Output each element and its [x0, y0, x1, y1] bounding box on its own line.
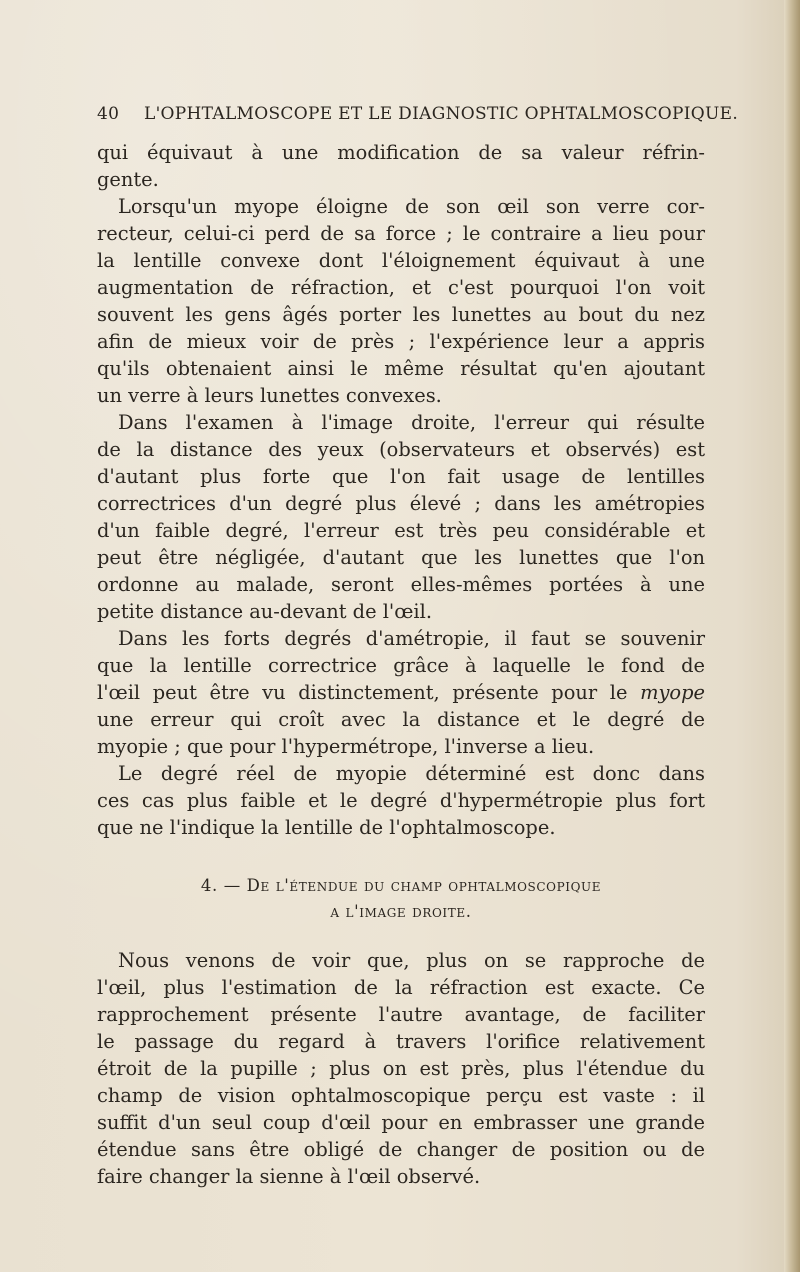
- page-header: [97, 104, 739, 132]
- text-line: le passage du regard à travers l'orifice relativement: [97, 1030, 705, 1053]
- text-line: augmentation de réfraction, et c'est pourquoi l'on voit: [97, 276, 705, 299]
- text-line: suffit d'un seul coup d'œil pour en embrasser une grande: [97, 1111, 705, 1134]
- section-dash: —: [223, 876, 241, 895]
- body-text: [97, 139, 705, 841]
- text-line: gente.: [97, 168, 159, 191]
- text-line: d'autant plus forte que l'on fait usage de lentilles: [97, 465, 705, 488]
- text-line: Dans l'examen à l'image droite, l'erreur qui résulte: [118, 411, 705, 434]
- text-line: faire changer la sienne à l'œil observé.: [97, 1165, 481, 1188]
- text-line: recteur, celui-ci perd de sa force ; le contraire a lieu pour: [97, 222, 705, 245]
- section-heading: [97, 876, 705, 895]
- text-line: champ de vision ophtalmoscopique perçu est vaste : il: [97, 1084, 705, 1107]
- text-line: l'œil, plus l'estimation de la réfraction est exacte. Ce: [97, 976, 705, 999]
- text-line: petite distance au-devant de l'œil.: [97, 600, 432, 623]
- text-line: peut être négligée, d'autant que les lunettes que l'on: [97, 546, 705, 569]
- text-line: ces cas plus faible et le degré d'hypermétropie plus fort: [97, 789, 705, 812]
- text-line: d'un faible degré, l'erreur est très peu considérable et: [97, 519, 705, 542]
- text-line: ordonne au malade, seront elles-mêmes portées à une: [97, 573, 705, 596]
- text-line: que la lentille correctrice grâce à laquelle le fond de: [97, 654, 705, 677]
- text-line: la lentille convexe dont l'éloignement équivaut à une: [97, 249, 705, 272]
- text-line: myopie ; que pour l'hypermétrope, l'inverse a lieu.: [97, 735, 595, 758]
- text-line: étroit de la pupille ; plus on est près, plus l'étendue du: [97, 1057, 705, 1080]
- text-line: Le degré réel de myopie déterminé est donc dans: [118, 762, 705, 785]
- italic-word: myope: [640, 681, 705, 704]
- text-line: que ne l'indique la lentille de l'ophtalmoscope.: [97, 816, 556, 839]
- section-body-text: [97, 947, 705, 1190]
- text-line: un verre à leurs lunettes convexes.: [97, 384, 442, 407]
- text-line: rapprochement présente l'autre avantage, de faciliter: [97, 1003, 705, 1026]
- running-title: L'OPHTALMOSCOPE ET LE DIAGNOSTIC OPHTALMOSCOPIQUE.: [144, 104, 739, 124]
- page-edge-shadow: [784, 0, 800, 1272]
- text-line: Dans les forts degrés d'amétropie, il faut se souvenir: [118, 627, 705, 650]
- text-line: qu'ils obtenaient ainsi le même résultat qu'en ajoutant: [97, 357, 705, 380]
- text-line: étendue sans être obligé de changer de position ou de: [97, 1138, 705, 1161]
- text-line: une erreur qui croît avec la distance et le degré de: [97, 708, 705, 731]
- section-title-line2: a l'image droite.: [330, 902, 472, 921]
- text-line: afin de mieux voir de près ; l'expérience leur a appris: [97, 330, 705, 353]
- text-line-with-italic: [97, 679, 705, 706]
- section-title-line1: De l'étendue du champ ophtalmoscopique: [246, 876, 602, 895]
- text-line: Lorsqu'un myope éloigne de son œil son verre cor-: [118, 195, 705, 218]
- text-line: correctrices d'un degré plus élevé ; dans les amétropies: [97, 492, 705, 515]
- text-line: qui équivaut à une modification de sa valeur réfrin-: [97, 141, 705, 164]
- text-line: Nous venons de voir que, plus on se rapproche de: [118, 949, 705, 972]
- text-line: de la distance des yeux (observateurs et observés) est: [97, 438, 705, 461]
- text-line-part: l'œil peut être vu distinctement, présente pour le: [97, 681, 628, 704]
- text-line: souvent les gens âgés porter les lunettes au bout du nez: [97, 303, 705, 326]
- section-number: 4.: [200, 876, 218, 895]
- page-number: 40: [97, 104, 120, 124]
